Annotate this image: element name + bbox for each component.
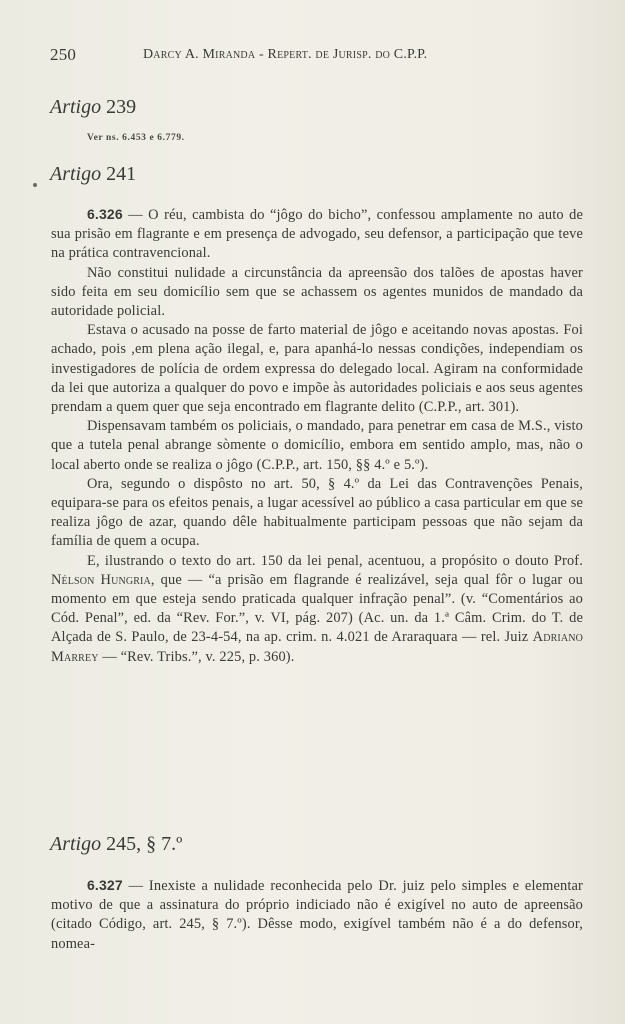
paragraph: Estava o acusado na posse de farto material de jôgo e aceitando novas apostas. Foi achado, pois ,em plena ação ilegal, e, para apanhá-lo nessas condições, independiam os investigadores de polícia de ordem expressa do delegado local. Agiram na conformidade da lei que autoriza a qualquer do povo e impõe às autoridades policiais e aos seus agentes prendam a quem quer que seja encontrado em flagrante delito (C.P.P., art. 301).	[51, 322, 583, 416]
judge-name: Adriano Marrey	[51, 629, 583, 665]
heading-artigo-241	[50, 163, 136, 186]
paragraph	[51, 205, 583, 264]
paragraph-text: E, ilustrando o texto do art. 150 da lei penal, acentuou, a propósito o douto Prof.	[87, 552, 583, 569]
paragraph	[51, 876, 583, 954]
heading-word: Artigo	[50, 163, 102, 185]
entry-6327	[51, 876, 583, 954]
paragraph	[51, 552, 583, 667]
paragraph-text: — Inexiste a nulidade reconhecida pelo Dr. juiz pelo simples e elementar motivo de que a assinatura do próprio indiciado não é exigível no auto de apreensão (citado Código, art. 245, § 7.º). Dêsse modo, exigível também não é a do defensor, nomea-	[51, 878, 583, 952]
heading-number: 245, § 7.º	[106, 833, 183, 855]
running-title: Darcy A. Miranda - Repert. de Jurisp. do C.P.P.	[143, 47, 428, 62]
heading-word: Artigo	[50, 833, 102, 855]
cross-reference-note: Ver ns. 6.453 e 6.779.	[87, 133, 185, 143]
heading-artigo-245	[50, 833, 182, 856]
paragraph: Não constitui nulidade a circunstância da apreensão dos talões de apostas haver sido feita em seu domicílio sem que se achassem os agentes munidos de mandado da autoridade policial.	[51, 264, 583, 320]
heading-word: Artigo	[50, 96, 102, 118]
paragraph-text: — “Rev. Tribs.”, v. 225, p. 360).	[98, 648, 295, 665]
paragraph-text: , que — “a prisão em flagrande é realizável, seja qual fôr o lugar ou momento em que esteja sendo praticada qualquer infração penal”. (v. “Comentários ao Cód. Penal”, ed. da “Rev. For.”, v. VI, pág. 207) (Ac. un. da 1.ª Câm. Crim. do T. de Alçada de S. Paulo, de 23-4-54, na ap. crim. n. 4.021 de Araraquara — rel. Juiz	[51, 571, 584, 646]
heading-number: 241	[106, 163, 137, 185]
entry-number: 6.327	[87, 877, 123, 893]
paragraph: Dispensavam também os policiais, o mandado, para penetrar em casa de M.S., visto que a tutela penal abrange sòmente o domicílio, embora em sentido amplo, mas, não o local aberto onde se realiza o jôgo (C.P.P., art. 150, §§ 4.º e 5.º).	[51, 418, 583, 473]
margin-mark	[33, 183, 37, 187]
entry-number: 6.326	[87, 206, 123, 222]
entry-6326	[51, 205, 583, 667]
heading-artigo-239	[50, 96, 136, 119]
page-number: 250	[50, 45, 77, 64]
heading-number: 239	[106, 96, 137, 118]
paragraph-text: — O réu, cambista do “jôgo do bicho”, confessou amplamente no auto de sua prisão em flagrante e em presença de advogado, seu defensor, a participação que teve na prática contravencional.	[51, 207, 583, 262]
running-head	[50, 45, 570, 65]
paragraph: Ora, segundo o dispôsto no art. 50, § 4.º da Lei das Contravenções Penais, equipara-se para os efeitos penais, a lugar acessível ao público a casa particular em que se realiza jôgo de azar, quando dêle habitualmente participam pessoas que não sejam da família de quem a ocupa.	[51, 475, 583, 550]
author-name: Nélson Hungria	[51, 571, 151, 588]
